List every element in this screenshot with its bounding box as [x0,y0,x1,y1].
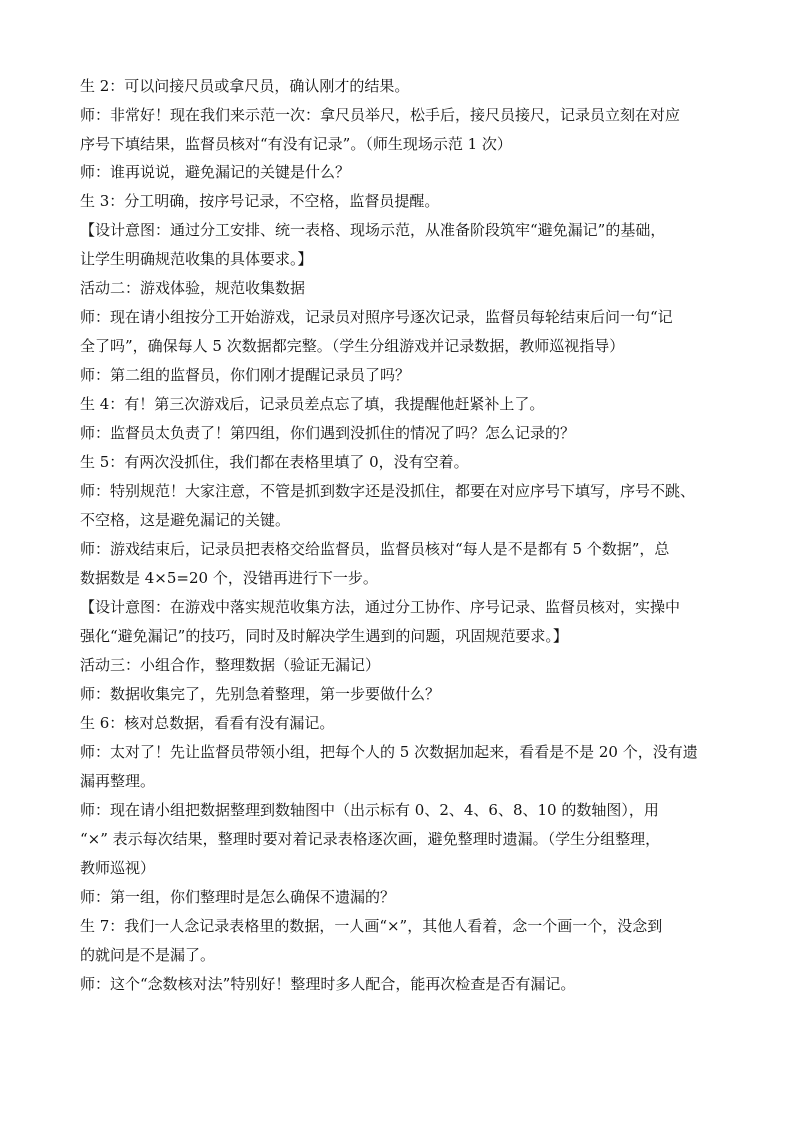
text-line: 师：现在请小组把数据整理到数轴图中（出示标有 0、2、4、6、8、10 的数轴图），用 [80,801,659,819]
activity-heading: 活动三：小组合作，整理数据（验证无漏记） [80,656,381,674]
text-line: 序号下填结果，监督员核对“有没有记录”。（师生现场示范 1 次） [80,135,512,153]
text-line: 生 3：分工明确，按序号记录，不空格，监督员提醒。 [80,192,440,210]
text-line: 师：这个“念数核对法”特别好！整理时多人配合，能再次检查是否有漏记。 [80,975,576,993]
text-line: 生 5：有两次没抓住，我们都在表格里填了 0，没有空着。 [80,453,469,471]
text-line: 师：数据收集完了，先别急着整理，第一步要做什么？ [80,685,441,703]
text-line: 师：现在请小组按分工开始游戏，记录员对照序号逐次记录，监督员每轮结束后问一句“记 [80,308,673,326]
text-line: 生 7：我们一人念记录表格里的数据，一人画“×”，其他人看着，念一个画一个，没念到 [80,917,663,935]
text-line: 师：第一组，你们整理时是怎么确保不遗漏的？ [80,888,396,906]
text-line: 师：游戏结束后，记录员把表格交给监督员，监督员核对“每人是不是都有 5 个数据”，总 [80,540,670,558]
text-line: 数据数是 4×5=20 个，没错再进行下一步。 [80,569,378,587]
text-line: 生 4：有！第三次游戏后，记录员差点忘了填，我提醒他赶紧补上了。 [80,395,545,413]
text-line: 的就问是不是漏了。 [80,946,216,964]
text-line: 漏再整理。 [80,772,156,790]
text-line: “×” 表示每次结果，整理时要对着记录表格逐次画，避免整理时遗漏。（学生分组整理， [80,830,661,848]
text-line: 不空格，这是避免漏记的关键。 [80,511,291,529]
text-line: 生 6：核对总数据，看看有没有漏记。 [80,714,335,732]
design-intent-text: 强化“避免漏记”的技巧，同时及时解决学生遇到的问题，巩固规范要求。】 [80,627,568,645]
text-line: 师：非常好！现在我们来示范一次：拿尺员举尺，松手后，接尺员接尺，记录员立刻在对应 [80,106,681,124]
text-line: 师：太对了！先让监督员带领小组，把每个人的 5 次数据加起来，看看是不是 20 个，没有遗 [80,743,698,761]
text-line: 生 2：可以问接尺员或拿尺员，确认刚才的结果。 [80,77,410,95]
text-line: 师：特别规范！大家注意，不管是抓到数字还是没抓住，都要在对应序号下填写，序号不跳、 [80,482,696,500]
text-line: 全了吗”，确保每人 5 次数据都完整。（学生分组游戏并记录数据，教师巡视指导） [80,337,625,355]
design-intent-text: 【设计意图：通过分工安排、统一表格、现场示范，从准备阶段筑牢“避免漏记”的基础， [80,221,666,239]
text-line: 教师巡视） [80,859,156,877]
activity-heading: 活动二：游戏体验，规范收集数据 [80,279,306,297]
text-line: 师：谁再说说，避免漏记的关键是什么？ [80,163,351,181]
design-intent-text: 【设计意图：在游戏中落实规范收集方法，通过分工协作、序号记录、监督员核对，实操中 [80,598,681,616]
design-intent-text: 让学生明确规范收集的具体要求。】 [80,250,313,268]
text-line: 师：第二组的监督员，你们刚才提醒记录员了吗？ [80,366,411,384]
text-line: 师：监督员太负责了！第四组，你们遇到没抓住的情况了吗？怎么记录的？ [80,424,576,442]
